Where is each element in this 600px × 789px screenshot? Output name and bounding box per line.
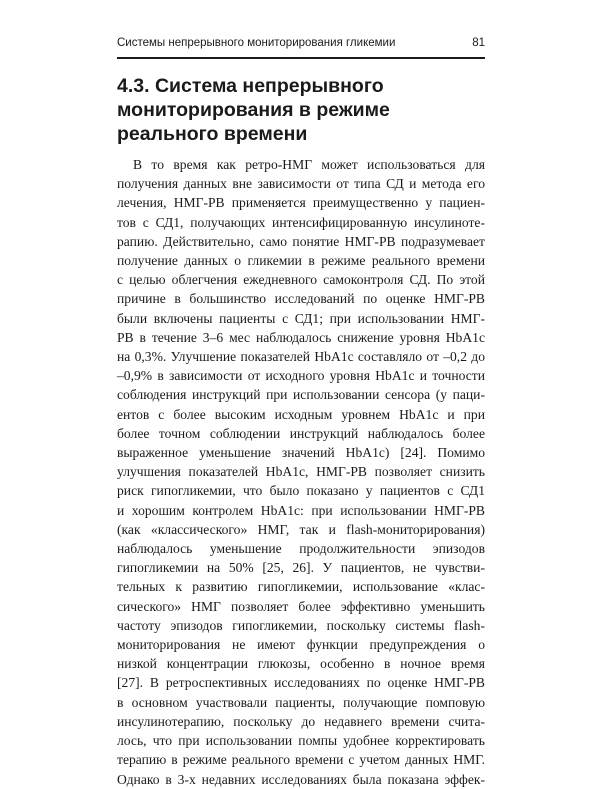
text-line: на 0,3%. Улучшение показателей HbA1c составляло от –0,2 до [117,349,485,365]
text-line: терапию в режиме реального времени с учетом данных НМГ. [117,752,485,768]
text-line: тов с СД1, получающих интенсифицированную инсулиноте- [117,214,485,230]
text-line: гипогликемии на 50% [25, 26]. У пациентов, не чувстви- [117,560,485,576]
text-line: в основном участвовали пациенты, получающие помповую [117,694,485,710]
text-line: выраженное уменьшение значений HbA1c) [24]. Помимо [117,445,485,461]
text-line: мониторирования не имеют функции предупреждения о [117,637,485,653]
page-number: 81 [472,37,485,49]
text-line: причине в большинство исследований по оценке НМГ-РВ [117,291,485,307]
body-paragraph [117,155,485,789]
text-line: были включены пациенты с СД1; при использовании НМГ- [117,310,485,326]
text-line: риск гипогликемии, что было показано у пациентов с СД1 [117,483,485,499]
text-line: с целью облегчения ежедневного самоконтроля СД. По этой [117,272,485,288]
text-line: –0,9% в зависимости от исходного уровня HbA1c и точности [117,368,485,384]
running-title: Системы непрерывного мониторирования гликемии [117,37,396,49]
text-line: [27]. В ретроспективных исследованиях по оценке НМГ-РВ [117,675,485,691]
text-line: частоту эпизодов гипогликемии, поскольку системы flash- [117,617,485,633]
text-line: соблюдения инструкций при использовании сенсора (у паци- [117,387,485,403]
text-line: РВ в течение 3–6 мес наблюдалось снижение уровня HbA1c [117,329,485,345]
text-line: и хорошим контролем HbA1c: при использовании НМГ-РВ [117,502,485,518]
header-rule [117,57,485,59]
text-line: лечения, НМГ-РВ применяется преимущественно у пациен- [117,195,485,211]
text-line: получение данных о гликемии в режиме реального времени [117,253,485,269]
text-line: наблюдалось уменьшение продолжительности эпизодов [117,541,485,557]
section-heading: 4.3. Система непрерывного мониторирования в режиме реального времени [117,75,390,145]
text-line: более точном соблюдении инструкций наблюдалось более [117,425,485,441]
text-line: сического» НМГ позволяет более эффективно уменьшить [117,598,485,614]
text-line: улучшения показателей HbA1c, НМГ-РВ позволяет снизить [117,464,485,480]
text-line: лось, что при использовании помпы удобнее корректировать [117,733,485,749]
text-line: рапию. Действительно, само понятие НМГ-РВ подразумевает [117,233,485,249]
text-line: ентов с более высоким исходным уровнем HbA1c и при [117,406,485,422]
text-line: (как «классического» НМГ, так и flash-мониторирования) [117,521,485,537]
text-line: Однако в 3-х недавних исследованиях была показана эффек- [117,771,485,787]
text-line: инсулинотерапию, поскольку до недавнего времени счита- [117,713,485,729]
running-header [117,37,485,49]
text-line: В то время как ретро-НМГ может использоваться для [133,157,485,172]
text-line: тельных к развитию гипогликемии, использование «клас- [117,579,485,595]
text-line: низкой концентрации глюкозы, особенно в ночное время [117,656,485,672]
text-line: получения данных вне зависимости от типа СД и метода его [117,176,485,192]
